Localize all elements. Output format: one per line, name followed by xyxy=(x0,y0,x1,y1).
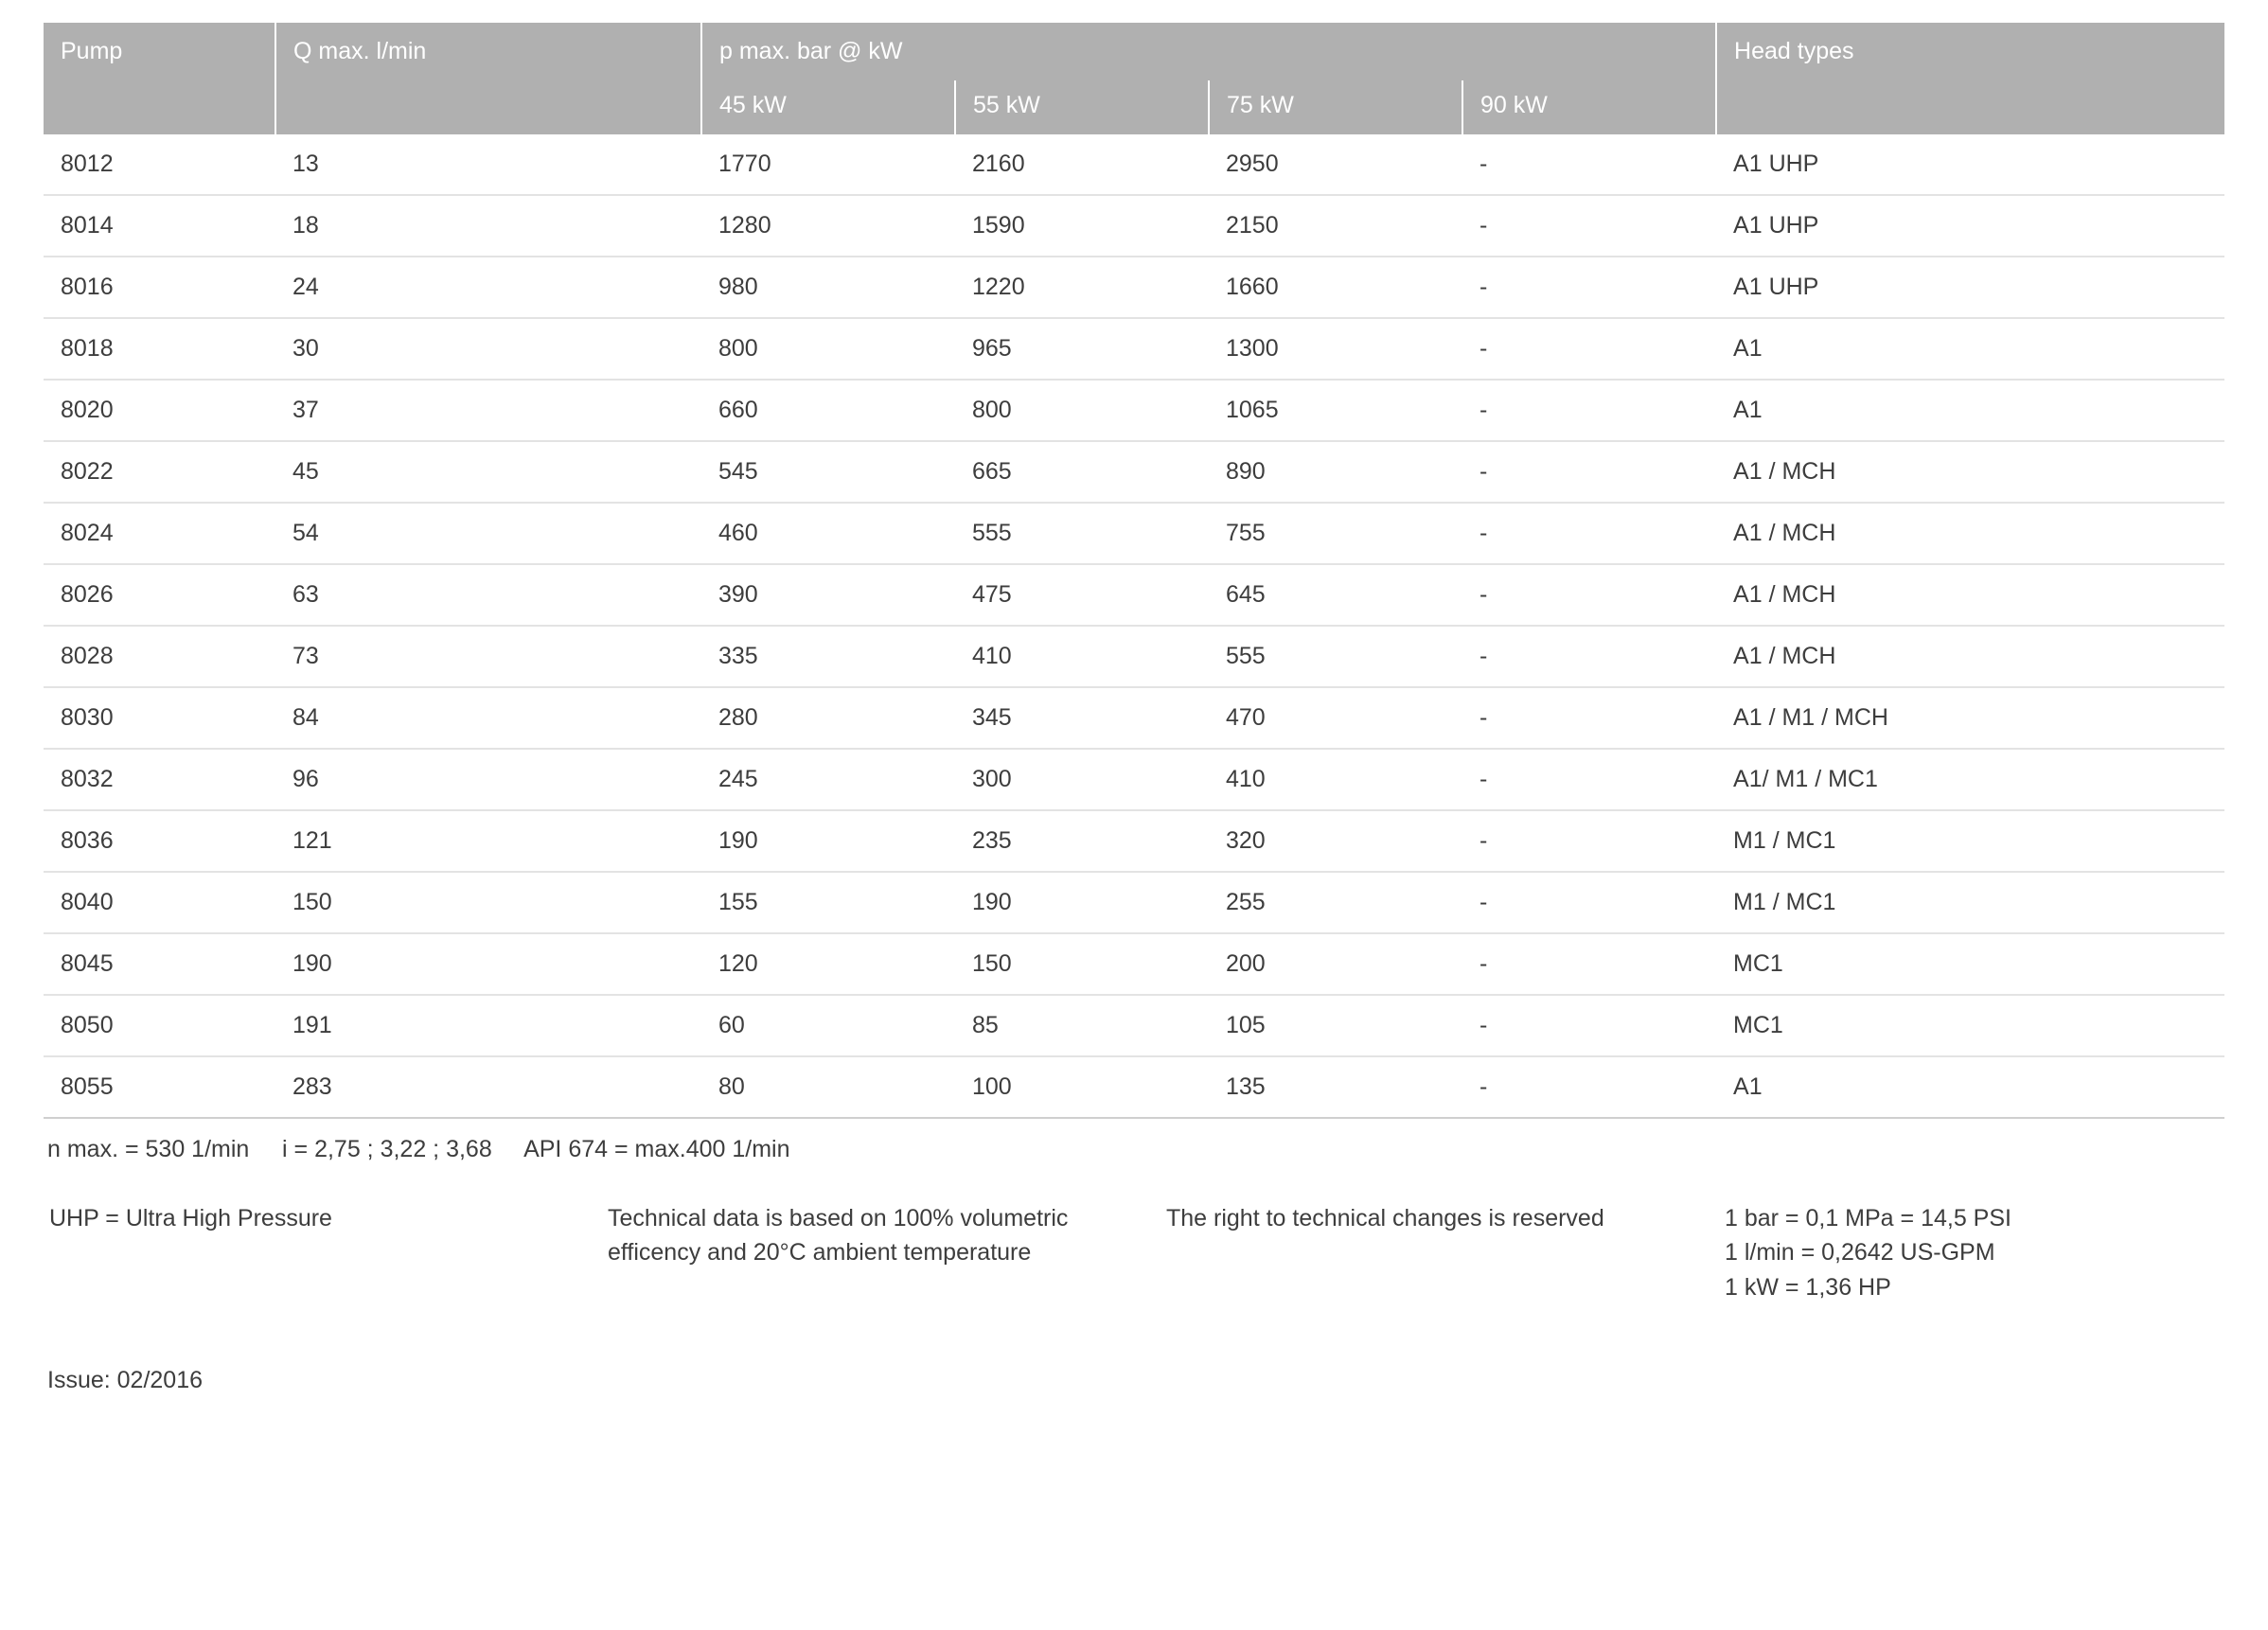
cell-qmax: 84 xyxy=(275,687,701,749)
cell-90kw: - xyxy=(1462,933,1716,995)
cell-pump: 8028 xyxy=(44,626,275,687)
pump-spec-table xyxy=(44,23,2224,1119)
cell-head-type: A1 UHP xyxy=(1716,257,2224,318)
cell-75kw: 555 xyxy=(1209,626,1462,687)
table-row xyxy=(44,626,2224,687)
cell-55kw: 555 xyxy=(955,503,1209,564)
cell-75kw: 410 xyxy=(1209,749,1462,810)
cell-90kw: - xyxy=(1462,134,1716,195)
cell-75kw: 2950 xyxy=(1209,134,1462,195)
cell-55kw: 345 xyxy=(955,687,1209,749)
cell-90kw: - xyxy=(1462,380,1716,441)
cell-55kw: 410 xyxy=(955,626,1209,687)
issue-date: Issue: 02/2016 xyxy=(47,1366,204,1393)
cell-55kw: 2160 xyxy=(955,134,1209,195)
cell-45kw: 280 xyxy=(701,687,955,749)
cell-45kw: 460 xyxy=(701,503,955,564)
table-row xyxy=(44,933,2224,995)
cell-90kw: - xyxy=(1462,564,1716,626)
cell-head-type: A1 / MCH xyxy=(1716,564,2224,626)
note-rights-reserved: The right to technical changes is reserved xyxy=(1166,1205,1604,1231)
footnotes xyxy=(44,1119,2224,1394)
cell-pump: 8020 xyxy=(44,380,275,441)
cell-qmax: 283 xyxy=(275,1056,701,1118)
cell-90kw: - xyxy=(1462,995,1716,1056)
cell-45kw: 155 xyxy=(701,872,955,933)
cell-45kw: 980 xyxy=(701,257,955,318)
table-row xyxy=(44,872,2224,933)
cell-75kw: 890 xyxy=(1209,441,1462,503)
cell-pump: 8012 xyxy=(44,134,275,195)
note-speed-ratios: n max. = 530 1/min i = 2,75 ; 3,22 ; 3,68 API 674 = max.400 1/min xyxy=(47,1136,790,1162)
cell-55kw: 150 xyxy=(955,933,1209,995)
cell-qmax: 63 xyxy=(275,564,701,626)
cell-55kw: 665 xyxy=(955,441,1209,503)
cell-45kw: 1770 xyxy=(701,134,955,195)
cell-pump: 8016 xyxy=(44,257,275,318)
table-row xyxy=(44,995,2224,1056)
cell-75kw: 645 xyxy=(1209,564,1462,626)
cell-qmax: 96 xyxy=(275,749,701,810)
cell-pump: 8024 xyxy=(44,503,275,564)
conversion-bar: 1 bar = 0,1 MPa = 14,5 PSI xyxy=(1725,1205,2011,1231)
cell-qmax: 54 xyxy=(275,503,701,564)
cell-75kw: 200 xyxy=(1209,933,1462,995)
cell-45kw: 335 xyxy=(701,626,955,687)
cell-qmax: 30 xyxy=(275,318,701,380)
cell-head-type: MC1 xyxy=(1716,995,2224,1056)
cell-qmax: 45 xyxy=(275,441,701,503)
cell-pump: 8040 xyxy=(44,872,275,933)
cell-90kw: - xyxy=(1462,872,1716,933)
cell-90kw: - xyxy=(1462,749,1716,810)
cell-55kw: 190 xyxy=(955,872,1209,933)
table-row xyxy=(44,195,2224,257)
table-row xyxy=(44,687,2224,749)
cell-head-type: A1 / MCH xyxy=(1716,503,2224,564)
col-header-pump: Pump xyxy=(44,23,275,134)
cell-75kw: 255 xyxy=(1209,872,1462,933)
table-row xyxy=(44,810,2224,872)
conversion-flow: 1 l/min = 0,2642 US-GPM xyxy=(1725,1239,1995,1267)
cell-90kw: - xyxy=(1462,626,1716,687)
cell-90kw: - xyxy=(1462,257,1716,318)
cell-head-type: M1 / MC1 xyxy=(1716,810,2224,872)
col-header-55kw: 55 kW xyxy=(955,80,1209,134)
table-row xyxy=(44,380,2224,441)
cell-pump: 8018 xyxy=(44,318,275,380)
cell-pump: 8032 xyxy=(44,749,275,810)
cell-75kw: 1065 xyxy=(1209,380,1462,441)
cell-pump: 8050 xyxy=(44,995,275,1056)
table-row xyxy=(44,441,2224,503)
cell-head-type: A1 / MCH xyxy=(1716,626,2224,687)
cell-qmax: 24 xyxy=(275,257,701,318)
table-body xyxy=(44,134,2224,1118)
cell-90kw: - xyxy=(1462,687,1716,749)
table-row xyxy=(44,1056,2224,1118)
table-row xyxy=(44,564,2224,626)
cell-qmax: 191 xyxy=(275,995,701,1056)
cell-qmax: 190 xyxy=(275,933,701,995)
cell-75kw: 105 xyxy=(1209,995,1462,1056)
cell-75kw: 135 xyxy=(1209,1056,1462,1118)
cell-head-type: M1 / MC1 xyxy=(1716,872,2224,933)
cell-75kw: 320 xyxy=(1209,810,1462,872)
cell-pump: 8045 xyxy=(44,933,275,995)
table-row xyxy=(44,257,2224,318)
cell-45kw: 245 xyxy=(701,749,955,810)
cell-45kw: 120 xyxy=(701,933,955,995)
cell-45kw: 660 xyxy=(701,380,955,441)
cell-pump: 8014 xyxy=(44,195,275,257)
cell-head-type: A1 UHP xyxy=(1716,195,2224,257)
cell-55kw: 100 xyxy=(955,1056,1209,1118)
table-row xyxy=(44,503,2224,564)
cell-75kw: 470 xyxy=(1209,687,1462,749)
note-technical-basis: Technical data is based on 100% volumetric efficency and 20°C ambient temperature xyxy=(608,1205,1069,1267)
cell-55kw: 235 xyxy=(955,810,1209,872)
cell-qmax: 150 xyxy=(275,872,701,933)
col-header-90kw: 90 kW xyxy=(1462,80,1716,134)
cell-head-type: A1/ M1 / MC1 xyxy=(1716,749,2224,810)
cell-75kw: 1300 xyxy=(1209,318,1462,380)
cell-head-type: A1 xyxy=(1716,1056,2224,1118)
note-columns xyxy=(44,1163,2224,1304)
table-row xyxy=(44,318,2224,380)
cell-90kw: - xyxy=(1462,503,1716,564)
cell-45kw: 800 xyxy=(701,318,955,380)
cell-55kw: 475 xyxy=(955,564,1209,626)
cell-55kw: 965 xyxy=(955,318,1209,380)
cell-90kw: - xyxy=(1462,810,1716,872)
cell-head-type: A1 / MCH xyxy=(1716,441,2224,503)
cell-pump: 8030 xyxy=(44,687,275,749)
cell-90kw: - xyxy=(1462,441,1716,503)
cell-head-type: A1 xyxy=(1716,380,2224,441)
cell-head-type: A1 UHP xyxy=(1716,134,2224,195)
table-header-row-main xyxy=(44,23,2224,80)
cell-45kw: 80 xyxy=(701,1056,955,1118)
cell-90kw: - xyxy=(1462,195,1716,257)
table-row xyxy=(44,749,2224,810)
cell-head-type: A1 / M1 / MCH xyxy=(1716,687,2224,749)
cell-90kw: - xyxy=(1462,1056,1716,1118)
cell-qmax: 18 xyxy=(275,195,701,257)
cell-pump: 8036 xyxy=(44,810,275,872)
cell-75kw: 2150 xyxy=(1209,195,1462,257)
cell-pump: 8022 xyxy=(44,441,275,503)
cell-head-type: MC1 xyxy=(1716,933,2224,995)
cell-pump: 8055 xyxy=(44,1056,275,1118)
cell-90kw: - xyxy=(1462,318,1716,380)
cell-qmax: 73 xyxy=(275,626,701,687)
cell-75kw: 1660 xyxy=(1209,257,1462,318)
cell-55kw: 85 xyxy=(955,995,1209,1056)
cell-45kw: 60 xyxy=(701,995,955,1056)
conversion-power: 1 kW = 1,36 HP xyxy=(1725,1273,1891,1301)
cell-qmax: 37 xyxy=(275,380,701,441)
col-header-qmax: Q max. l/min xyxy=(275,23,701,134)
cell-55kw: 1220 xyxy=(955,257,1209,318)
cell-55kw: 300 xyxy=(955,749,1209,810)
cell-55kw: 800 xyxy=(955,380,1209,441)
cell-qmax: 121 xyxy=(275,810,701,872)
cell-head-type: A1 xyxy=(1716,318,2224,380)
col-header-75kw: 75 kW xyxy=(1209,80,1462,134)
col-header-pmax-group: p max. bar @ kW xyxy=(701,23,1716,80)
table-row xyxy=(44,134,2224,195)
cell-75kw: 755 xyxy=(1209,503,1462,564)
cell-45kw: 190 xyxy=(701,810,955,872)
table-header xyxy=(44,23,2224,134)
cell-45kw: 390 xyxy=(701,564,955,626)
note-conversions xyxy=(1725,1201,2217,1304)
col-header-head-types: Head types xyxy=(1716,23,2224,134)
cell-pump: 8026 xyxy=(44,564,275,626)
cell-45kw: 1280 xyxy=(701,195,955,257)
cell-45kw: 545 xyxy=(701,441,955,503)
col-header-45kw: 45 kW xyxy=(701,80,955,134)
note-uhp: UHP = Ultra High Pressure xyxy=(49,1205,332,1231)
cell-55kw: 1590 xyxy=(955,195,1209,257)
cell-qmax: 13 xyxy=(275,134,701,195)
